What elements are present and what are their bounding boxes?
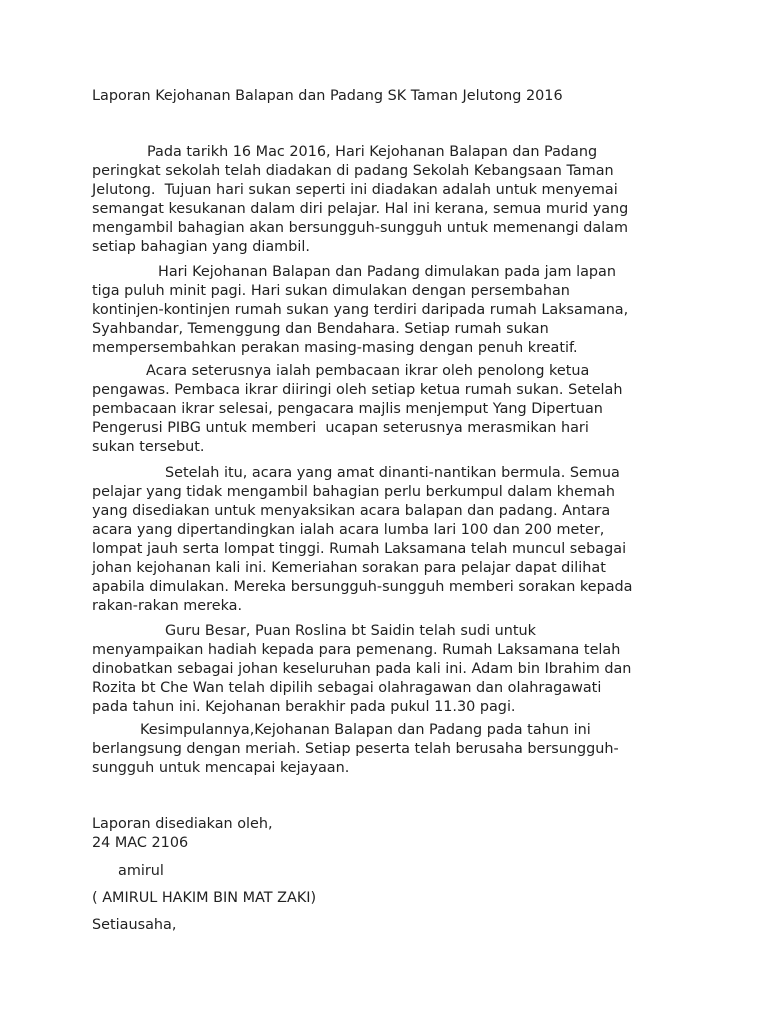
paragraph-line: kontinjen-kontinjen rumah sukan yang terdiri daripada rumah Laksamana, <box>92 302 629 318</box>
paragraph-line: Pada tarikh 16 Mac 2016, Hari Kejohanan Balapan dan Padang <box>147 144 598 160</box>
signature-block <box>92 815 712 853</box>
paragraph <box>92 263 712 358</box>
paragraph-line: Jelutong. Tujuan hari sukan seperti ini diadakan adalah untuk menyemai <box>92 182 618 198</box>
paragraph-line: pada tahun ini. Kejohanan berakhir pada pukul 11.30 pagi. <box>92 699 516 715</box>
signature-text: amirul <box>118 863 164 879</box>
paragraph-line: sungguh untuk mencapai kejayaan. <box>92 760 350 776</box>
paragraph-line: pembacaan ikrar selesai, pengacara majlis menjemput Yang Dipertuan <box>92 401 603 417</box>
paragraph-line: Setelah itu, acara yang amat dinanti-nantikan bermula. Semua <box>165 465 620 481</box>
report-date: 24 MAC 2106 <box>92 835 189 851</box>
paragraph-line: dinobatkan sebagai johan keseluruhan pada kali ini. Adam bin Ibrahim dan <box>92 661 632 677</box>
document-title <box>92 87 712 106</box>
signer-position-text: Setiausaha, <box>92 917 177 933</box>
signer-name-text: ( AMIRUL HAKIM BIN MAT ZAKI) <box>92 890 317 906</box>
signer-position <box>92 916 712 935</box>
paragraph-line: Rozita bt Che Wan telah dipilih sebagai olahragawan dan olahragawati <box>92 680 602 696</box>
paragraph-line: rakan-rakan mereka. <box>92 598 243 614</box>
paragraph-line: johan kejohanan kali ini. Kemeriahan sorakan para pelajar dapat dilihat <box>92 560 606 576</box>
paragraph-line: Hari Kejohanan Balapan dan Padang dimulakan pada jam lapan <box>158 264 616 280</box>
paragraph-line: peringkat sekolah telah diadakan di padang Sekolah Kebangsaan Taman <box>92 163 614 179</box>
paragraph-line: menyampaikan hadiah kepada para pemenang. Rumah Laksamana telah <box>92 642 621 658</box>
paragraph <box>92 143 712 257</box>
paragraph-line: acara yang dipertandingkan ialah acara lumba lari 100 dan 200 meter, <box>92 522 605 538</box>
paragraph-line: mengambil bahagian akan bersungguh-sungguh untuk memenangi dalam <box>92 220 629 236</box>
paragraph-line: pengawas. Pembaca ikrar diiringi oleh setiap ketua rumah sukan. Setelah <box>92 382 623 398</box>
paragraph <box>92 622 712 717</box>
paragraph <box>92 464 712 616</box>
signature <box>118 862 738 881</box>
paragraph-line: yang disediakan untuk menyaksikan acara balapan dan padang. Antara <box>92 503 611 519</box>
paragraph-line: apabila dimulakan. Mereka bersungguh-sungguh memberi sorakan kepada <box>92 579 633 595</box>
paragraph-line: setiap bahagian yang diambil. <box>92 239 310 255</box>
signer-name <box>92 889 712 908</box>
title-text: Laporan Kejohanan Balapan dan Padang SK Taman Jelutong 2016 <box>92 88 563 104</box>
prepared-by: Laporan disediakan oleh, <box>92 816 273 832</box>
paragraph-line: Acara seterusnya ialah pembacaan ikrar oleh penolong ketua <box>146 363 590 379</box>
paragraph-line: Guru Besar, Puan Roslina bt Saidin telah sudi untuk <box>165 623 537 639</box>
paragraph-line: pelajar yang tidak mengambil bahagian perlu berkumpul dalam khemah <box>92 484 615 500</box>
paragraph <box>92 721 712 778</box>
paragraph-line: Pengerusi PIBG untuk memberi ucapan seterusnya merasmikan hari <box>92 420 589 436</box>
paragraph-line: tiga puluh minit pagi. Hari sukan dimulakan dengan persembahan <box>92 283 570 299</box>
paragraph-line: mempersembahkan perakan masing-masing dengan penuh kreatif. <box>92 340 578 356</box>
paragraph <box>92 362 712 457</box>
paragraph-line: lompat jauh serta lompat tinggi. Rumah Laksamana telah muncul sebagai <box>92 541 627 557</box>
paragraph-line: semangat kesukanan dalam diri pelajar. Hal ini kerana, semua murid yang <box>92 201 629 217</box>
paragraph-line: berlangsung dengan meriah. Setiap peserta telah berusaha bersungguh- <box>92 741 619 757</box>
paragraph-line: Kesimpulannya,Kejohanan Balapan dan Padang pada tahun ini <box>140 722 591 738</box>
paragraph-line: Syahbandar, Temenggung dan Bendahara. Setiap rumah sukan <box>92 321 549 337</box>
paragraph-line: sukan tersebut. <box>92 439 205 455</box>
